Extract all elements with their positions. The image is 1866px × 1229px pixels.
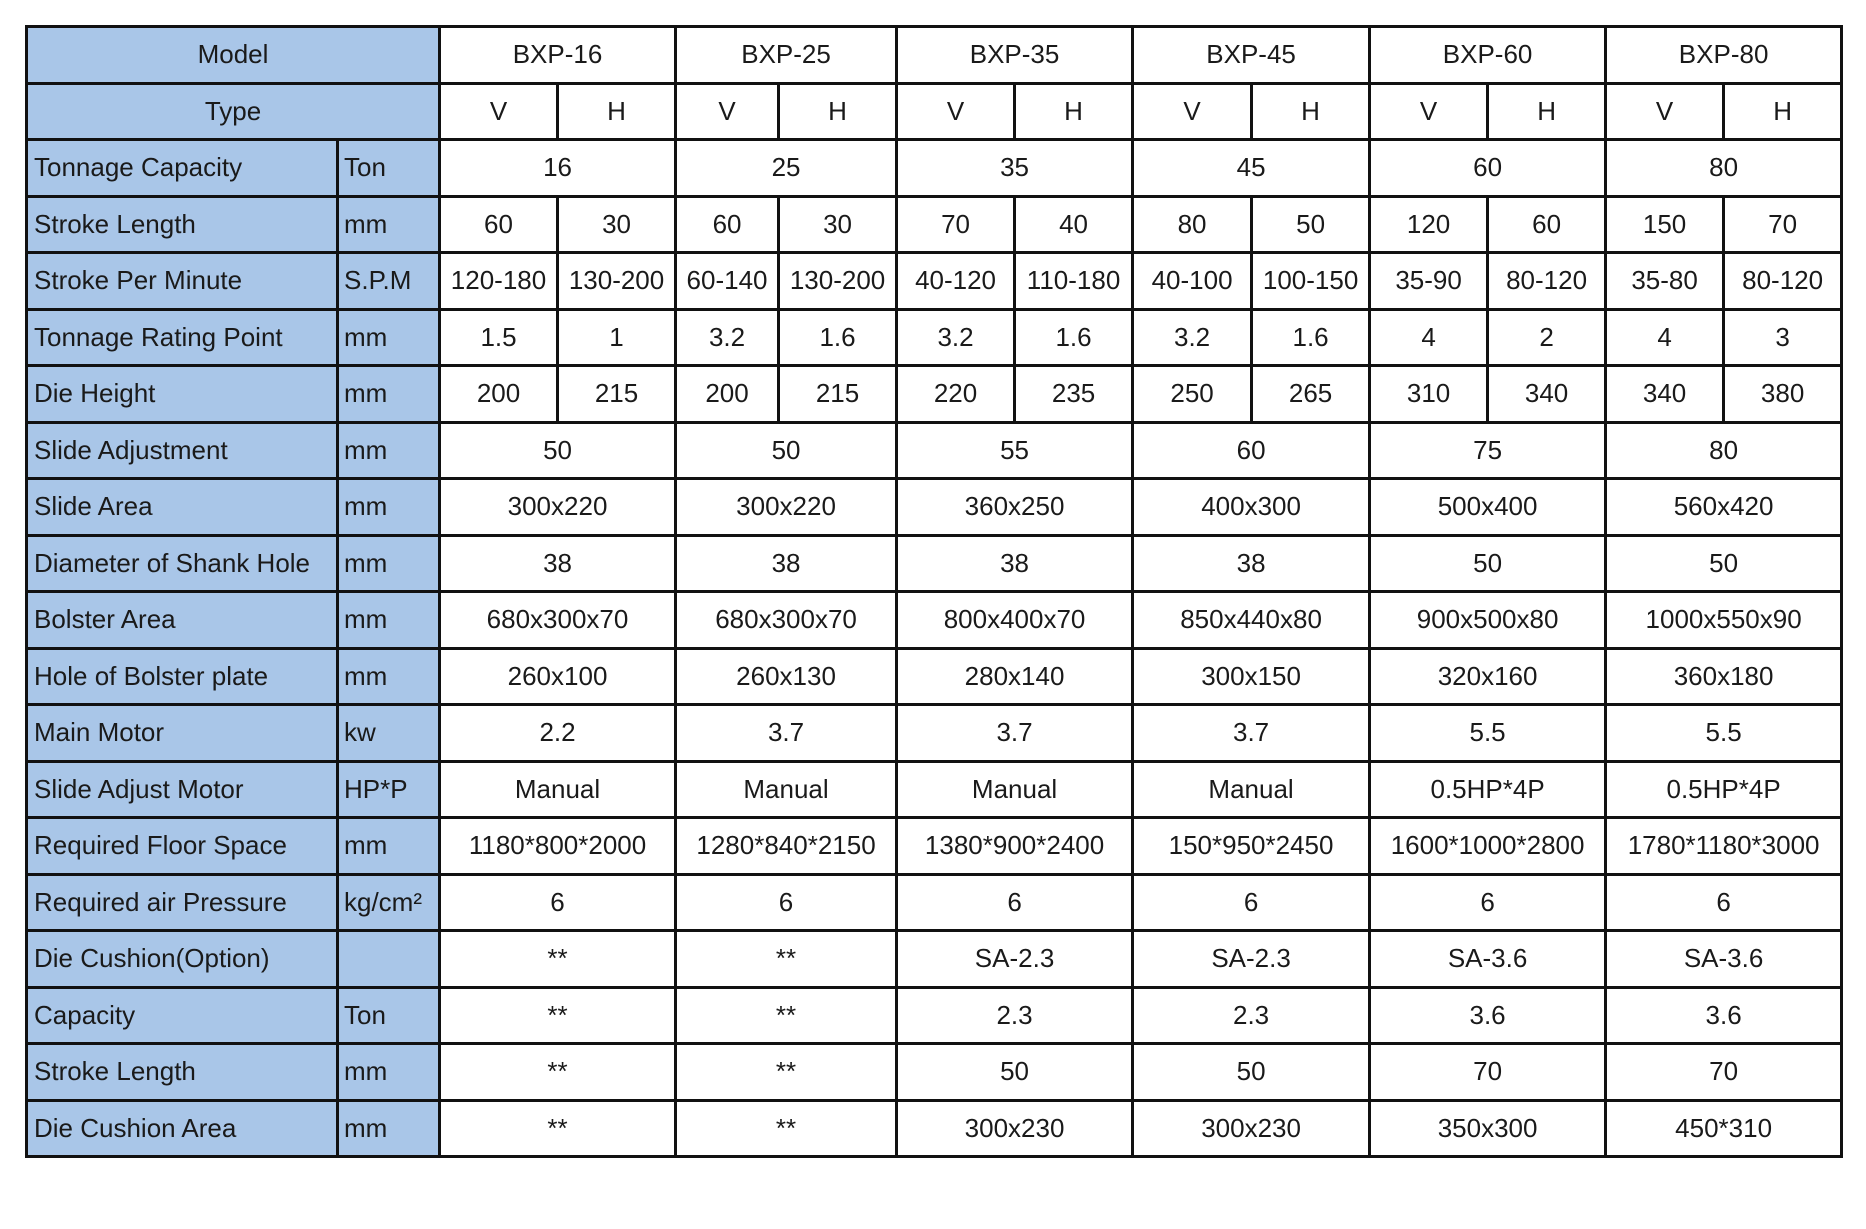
spec-value: 200 — [676, 366, 779, 423]
spec-value: 1 — [558, 309, 676, 366]
spec-label: Tonnage Capacity — [27, 140, 338, 197]
spec-label: Stroke Per Minute — [27, 253, 338, 310]
spec-value: 320x160 — [1370, 648, 1606, 705]
spec-value: 680x300x70 — [676, 592, 897, 649]
spec-row — [27, 648, 1842, 705]
spec-unit: kw — [338, 705, 440, 762]
spec-value: ** — [440, 1044, 676, 1101]
spec-value: 680x300x70 — [440, 592, 676, 649]
spec-value: 1.6 — [779, 309, 897, 366]
spec-value: 4 — [1370, 309, 1488, 366]
spec-value: 6 — [897, 874, 1133, 931]
spec-row — [27, 366, 1842, 423]
spec-row — [27, 761, 1842, 818]
spec-value: 50 — [1133, 1044, 1370, 1101]
type-header-label: Type — [27, 83, 440, 140]
spec-value: 130-200 — [558, 253, 676, 310]
type-v-cell: V — [440, 83, 558, 140]
spec-value: 300x230 — [897, 1100, 1133, 1157]
spec-value: 35 — [897, 140, 1133, 197]
spec-unit: mm — [338, 196, 440, 253]
spec-unit: mm — [338, 309, 440, 366]
spec-value: ** — [676, 931, 897, 988]
spec-value: 3.2 — [676, 309, 779, 366]
model-header-label: Model — [27, 27, 440, 84]
spec-value: 500x400 — [1370, 479, 1606, 536]
spec-unit: HP*P — [338, 761, 440, 818]
spec-value: 50 — [1252, 196, 1370, 253]
spec-unit: mm — [338, 592, 440, 649]
spec-value: 850x440x80 — [1133, 592, 1370, 649]
spec-value: ** — [440, 1100, 676, 1157]
spec-value: 3.7 — [1133, 705, 1370, 762]
spec-label: Die Height — [27, 366, 338, 423]
spec-value: 340 — [1488, 366, 1606, 423]
model-name: BXP-35 — [897, 27, 1133, 84]
spec-label: Stroke Length — [27, 1044, 338, 1101]
spec-value: 0.5HP*4P — [1606, 761, 1842, 818]
spec-value: 800x400x70 — [897, 592, 1133, 649]
spec-value: 45 — [1133, 140, 1370, 197]
spec-row — [27, 931, 1842, 988]
spec-value: 38 — [676, 535, 897, 592]
spec-value: 30 — [779, 196, 897, 253]
spec-value: 100-150 — [1252, 253, 1370, 310]
spec-label: Bolster Area — [27, 592, 338, 649]
spec-value: 1600*1000*2800 — [1370, 818, 1606, 875]
spec-label: Diameter of Shank Hole — [27, 535, 338, 592]
spec-value: 1780*1180*3000 — [1606, 818, 1842, 875]
spec-value: 3.2 — [1133, 309, 1252, 366]
spec-value: 3.6 — [1606, 987, 1842, 1044]
spec-value: 50 — [1370, 535, 1606, 592]
spec-value: SA-2.3 — [1133, 931, 1370, 988]
spec-value: 260x100 — [440, 648, 676, 705]
type-v-cell: V — [676, 83, 779, 140]
spec-value: 5.5 — [1606, 705, 1842, 762]
spec-value: 250 — [1133, 366, 1252, 423]
spec-value: 1.6 — [1015, 309, 1133, 366]
spec-value: 6 — [676, 874, 897, 931]
spec-value: 150*950*2450 — [1133, 818, 1370, 875]
spec-value: 1180*800*2000 — [440, 818, 676, 875]
spec-row — [27, 705, 1842, 762]
spec-label: Required Floor Space — [27, 818, 338, 875]
spec-value: 3 — [1724, 309, 1842, 366]
spec-unit: mm — [338, 366, 440, 423]
spec-value: 16 — [440, 140, 676, 197]
type-v-cell: V — [1370, 83, 1488, 140]
spec-value: 3.6 — [1370, 987, 1606, 1044]
spec-row — [27, 309, 1842, 366]
spec-value: 300x230 — [1133, 1100, 1370, 1157]
spec-value: 1000x550x90 — [1606, 592, 1842, 649]
spec-value: Manual — [676, 761, 897, 818]
spec-row — [27, 196, 1842, 253]
spec-value: 1.6 — [1252, 309, 1370, 366]
spec-value: 60 — [1133, 422, 1370, 479]
spec-value: 1.5 — [440, 309, 558, 366]
spec-row — [27, 1100, 1842, 1157]
spec-value: 38 — [1133, 535, 1370, 592]
spec-value: 215 — [558, 366, 676, 423]
type-v-cell: V — [897, 83, 1015, 140]
spec-value: 200 — [440, 366, 558, 423]
spec-value: 130-200 — [779, 253, 897, 310]
spec-value: 5.5 — [1370, 705, 1606, 762]
spec-value: 35-90 — [1370, 253, 1488, 310]
type-h-cell: H — [1724, 83, 1842, 140]
spec-value: 2.3 — [1133, 987, 1370, 1044]
spec-row — [27, 422, 1842, 479]
spec-value: 2 — [1488, 309, 1606, 366]
spec-value: 310 — [1370, 366, 1488, 423]
spec-row — [27, 479, 1842, 536]
spec-value: 340 — [1606, 366, 1724, 423]
spec-value: 60 — [440, 196, 558, 253]
spec-value: 70 — [1724, 196, 1842, 253]
spec-label: Slide Adjust Motor — [27, 761, 338, 818]
type-h-cell: H — [779, 83, 897, 140]
spec-unit: mm — [338, 1044, 440, 1101]
spec-table — [25, 25, 1843, 1158]
spec-value: 70 — [1370, 1044, 1606, 1101]
spec-value: 50 — [440, 422, 676, 479]
spec-value: 80 — [1606, 422, 1842, 479]
spec-value: 560x420 — [1606, 479, 1842, 536]
spec-label: Main Motor — [27, 705, 338, 762]
spec-value: 120-180 — [440, 253, 558, 310]
spec-value: 40 — [1015, 196, 1133, 253]
spec-value: 1380*900*2400 — [897, 818, 1133, 875]
spec-row — [27, 874, 1842, 931]
spec-value: 6 — [1606, 874, 1842, 931]
spec-row — [27, 253, 1842, 310]
spec-value: 55 — [897, 422, 1133, 479]
spec-value: 38 — [440, 535, 676, 592]
spec-label: Required air Pressure — [27, 874, 338, 931]
spec-label: Hole of Bolster plate — [27, 648, 338, 705]
spec-unit: Ton — [338, 987, 440, 1044]
spec-table-body — [27, 27, 1842, 1157]
spec-row — [27, 535, 1842, 592]
spec-label: Die Cushion(Option) — [27, 931, 338, 988]
spec-value: 30 — [558, 196, 676, 253]
spec-value: 300x150 — [1133, 648, 1370, 705]
spec-value: 235 — [1015, 366, 1133, 423]
spec-value: 6 — [1133, 874, 1370, 931]
spec-unit: Ton — [338, 140, 440, 197]
spec-value: 35-80 — [1606, 253, 1724, 310]
spec-unit: mm — [338, 1100, 440, 1157]
spec-value: 360x250 — [897, 479, 1133, 536]
model-name: BXP-25 — [676, 27, 897, 84]
spec-value: 50 — [676, 422, 897, 479]
spec-value: ** — [676, 987, 897, 1044]
spec-unit — [338, 931, 440, 988]
spec-value: 215 — [779, 366, 897, 423]
spec-label: Capacity — [27, 987, 338, 1044]
spec-row — [27, 140, 1842, 197]
spec-value: 60 — [1488, 196, 1606, 253]
spec-value: 6 — [440, 874, 676, 931]
spec-row — [27, 1044, 1842, 1101]
spec-value: 300x220 — [440, 479, 676, 536]
spec-value: 900x500x80 — [1370, 592, 1606, 649]
spec-label: Tonnage Rating Point — [27, 309, 338, 366]
model-name: BXP-60 — [1370, 27, 1606, 84]
spec-value: 75 — [1370, 422, 1606, 479]
spec-unit: mm — [338, 818, 440, 875]
spec-value: 400x300 — [1133, 479, 1370, 536]
spec-value: 38 — [897, 535, 1133, 592]
spec-row — [27, 818, 1842, 875]
spec-value: 80 — [1133, 196, 1252, 253]
spec-value: 450*310 — [1606, 1100, 1842, 1157]
type-h-cell: H — [1252, 83, 1370, 140]
spec-value: 70 — [1606, 1044, 1842, 1101]
spec-value: ** — [440, 987, 676, 1044]
spec-value: 60-140 — [676, 253, 779, 310]
model-header-row — [27, 27, 1842, 84]
spec-unit: mm — [338, 535, 440, 592]
spec-value: 50 — [1606, 535, 1842, 592]
spec-value: 110-180 — [1015, 253, 1133, 310]
model-name: BXP-45 — [1133, 27, 1370, 84]
type-v-cell: V — [1133, 83, 1252, 140]
spec-label: Die Cushion Area — [27, 1100, 338, 1157]
type-h-cell: H — [1015, 83, 1133, 140]
spec-value: 380 — [1724, 366, 1842, 423]
spec-value: 3.2 — [897, 309, 1015, 366]
spec-value: 60 — [1370, 140, 1606, 197]
spec-value: 60 — [676, 196, 779, 253]
spec-unit: S.P.M — [338, 253, 440, 310]
type-h-cell: H — [1488, 83, 1606, 140]
spec-value: 360x180 — [1606, 648, 1842, 705]
spec-value: 40-100 — [1133, 253, 1252, 310]
spec-label: Slide Adjustment — [27, 422, 338, 479]
type-h-cell: H — [558, 83, 676, 140]
spec-value: 3.7 — [897, 705, 1133, 762]
spec-value: ** — [440, 931, 676, 988]
spec-value: 0.5HP*4P — [1370, 761, 1606, 818]
type-v-cell: V — [1606, 83, 1724, 140]
spec-value: 6 — [1370, 874, 1606, 931]
spec-value: 150 — [1606, 196, 1724, 253]
spec-value: 350x300 — [1370, 1100, 1606, 1157]
spec-value: 25 — [676, 140, 897, 197]
spec-value: 70 — [897, 196, 1015, 253]
spec-value: 4 — [1606, 309, 1724, 366]
spec-value: 280x140 — [897, 648, 1133, 705]
spec-value: 220 — [897, 366, 1015, 423]
spec-value: Manual — [897, 761, 1133, 818]
model-name: BXP-80 — [1606, 27, 1842, 84]
spec-value: Manual — [440, 761, 676, 818]
spec-label: Slide Area — [27, 479, 338, 536]
spec-unit: kg/cm² — [338, 874, 440, 931]
spec-value: SA-3.6 — [1370, 931, 1606, 988]
spec-label: Stroke Length — [27, 196, 338, 253]
spec-unit: mm — [338, 648, 440, 705]
spec-value: 3.7 — [676, 705, 897, 762]
spec-value: 40-120 — [897, 253, 1015, 310]
spec-value: 260x130 — [676, 648, 897, 705]
spec-value: ** — [676, 1044, 897, 1101]
spec-row — [27, 592, 1842, 649]
spec-value: 120 — [1370, 196, 1488, 253]
spec-value: 80-120 — [1724, 253, 1842, 310]
spec-row — [27, 987, 1842, 1044]
spec-value: 265 — [1252, 366, 1370, 423]
spec-value: 2.3 — [897, 987, 1133, 1044]
spec-value: 2.2 — [440, 705, 676, 762]
spec-value: 300x220 — [676, 479, 897, 536]
spec-value: 1280*840*2150 — [676, 818, 897, 875]
spec-value: ** — [676, 1100, 897, 1157]
spec-value: 50 — [897, 1044, 1133, 1101]
spec-value: Manual — [1133, 761, 1370, 818]
spec-value: SA-3.6 — [1606, 931, 1842, 988]
spec-value: 80 — [1606, 140, 1842, 197]
spec-unit: mm — [338, 479, 440, 536]
spec-value: SA-2.3 — [897, 931, 1133, 988]
spec-unit: mm — [338, 422, 440, 479]
model-name: BXP-16 — [440, 27, 676, 84]
type-header-row — [27, 83, 1842, 140]
spec-value: 80-120 — [1488, 253, 1606, 310]
